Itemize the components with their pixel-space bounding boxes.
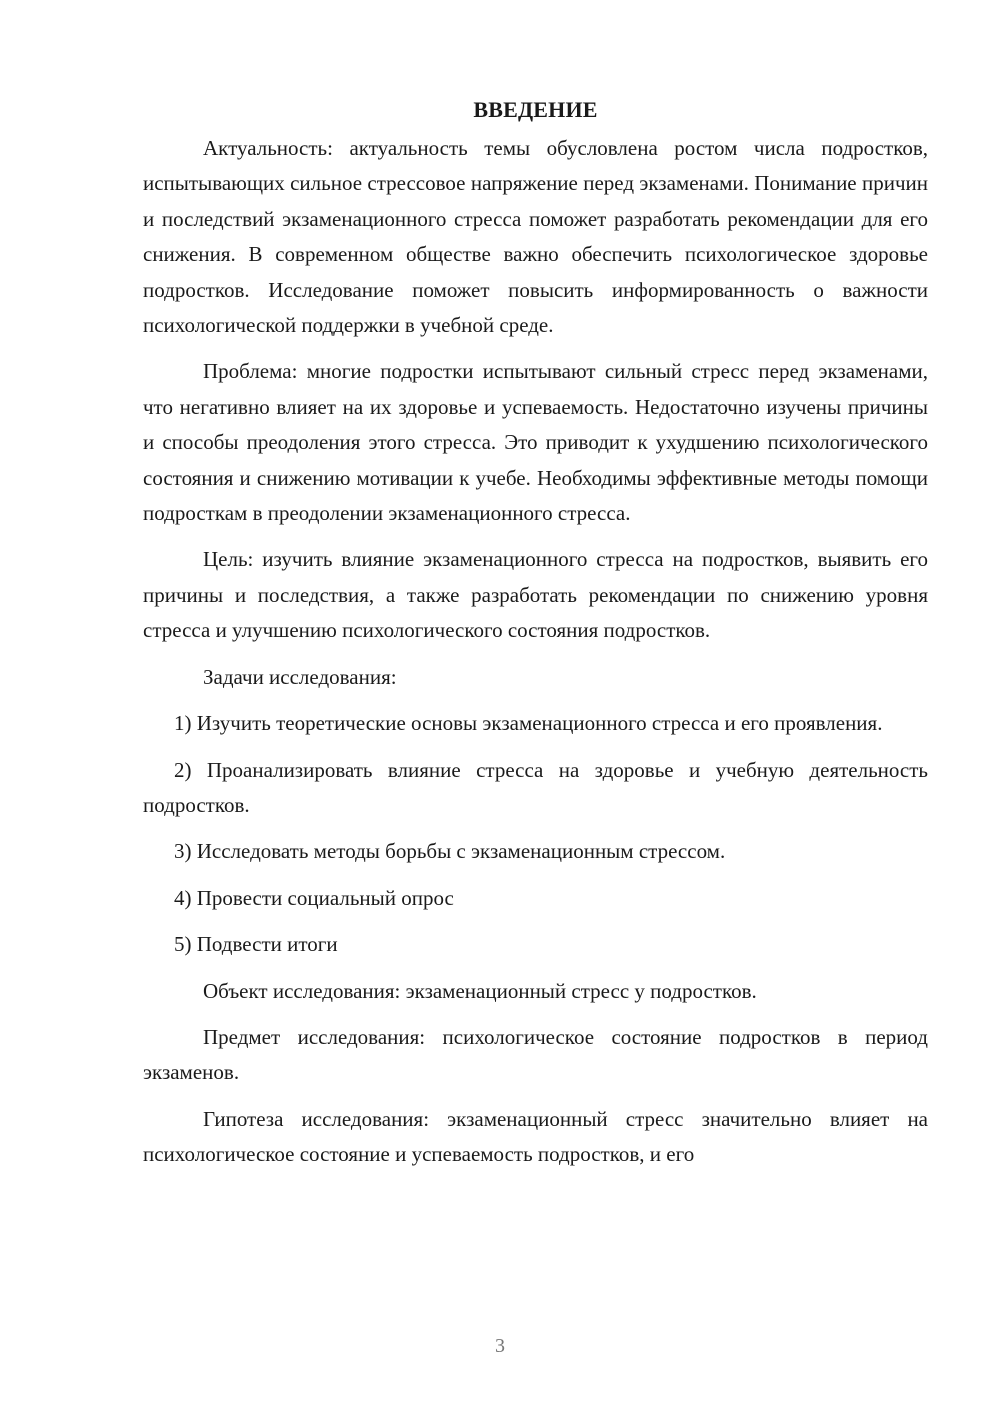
paragraph-relevance: Актуальность: актуальность темы обусловлена ростом числа подростков, испытывающих сильное стрессовое напряжение перед экзаменами. Понимание причин и последствий экзаменационного стресса поможет разработать рекомендации для его снижения. В современном обществе важно обеспечить психологическое здоровье подростков. Исследование поможет повысить информированность о важности психологической поддержки в учебной среде. (143, 136, 928, 338)
paragraph-subject: Предмет исследования: психологическое состояние подростков в период экзаменов. (143, 1024, 928, 1085)
document-page (143, 92, 928, 1184)
list-item: 5) Подвести итоги (174, 932, 338, 957)
paragraph-object: Объект исследования: экзаменационный стресс у подростков. (203, 978, 757, 1003)
list-item: 1) Изучить теоретические основы экзаменационного стресса и его проявления. (174, 711, 883, 736)
list-item: 3) Исследовать методы борьбы с экзаменационным стрессом. (174, 839, 726, 864)
paragraph-goal: Цель: изучить влияние экзаменационного стресса на подростков, выявить его причины и последствия, а также разработать рекомендации по снижению уровня стресса и улучшению психологического состояния подростков. (143, 547, 928, 643)
page-number: 3 (495, 1335, 505, 1357)
page-title: ВВЕДЕНИЕ (473, 97, 598, 122)
paragraph-hypothesis: Гипотеза исследования: экзаменационный стресс значительно влияет на психологическое состояние и успеваемость подростков, и его (143, 1106, 928, 1167)
list-item: 2) Проанализировать влияние стресса на здоровье и учебную деятельность подростков. (143, 757, 928, 817)
tasks-heading: Задачи исследования: (203, 664, 397, 689)
paragraph-problem: Проблема: многие подростки испытывают сильный стресс перед экзаменами, что негативно влияет на их здоровье и успеваемость. Недостаточно изучены причины и способы преодоления этого стресса. Это приводит к ухудшению психологического состояния и снижению мотивации к учебе. Необходимы эффективные методы помощи подросткам в преодолении экзаменационного стресса. (143, 359, 928, 526)
list-item: 4) Провести социальный опрос (174, 885, 454, 910)
